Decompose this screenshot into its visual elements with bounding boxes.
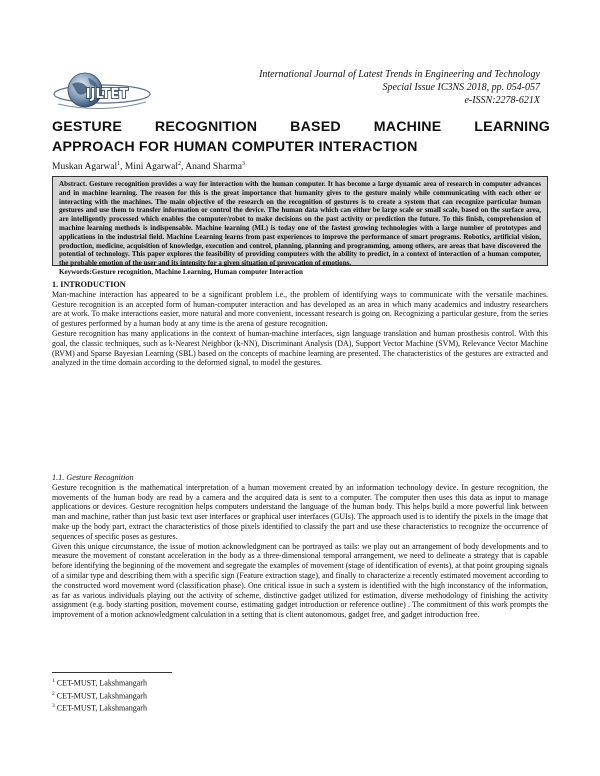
body-paragraph: Given this unique circumstance, the issue of motion acknowledgment can be portrayed as tails: we play out an arrangement of body developments and to measure the movement of constant acceleration in the body as a three-dimensional temporal arrangement, we need to delineate a strategy that is capable before identifying the beginning of the movement and segregate the examples of movement (stage of identification of events), at that point grouping signals of a similar type and describing them with a specific sign (Feature extraction stage), and finally to characterize a recently estimated movement according to the constructed word movement word (classification phase). One critical issue in such a system is identified with the high inconstancy of the information, as far as various individuals playing out the activity of scheme, distinctive gadget utilized for estimation, diverse methodology of finishing the activity assignment (e.g. body starting position, movement course, estimating gadget introduction or reference outline) . The commitment of this work prompts the improvement of a motion acknowledgment calculation in a setting that is client autonomous, gadget free, and gadget introduction free.	[52, 541, 548, 620]
gesture-recognition-section	[52, 473, 548, 620]
journal-issue: Special Issue IC3NS 2018, pp. 054-057	[382, 82, 540, 93]
subsection-heading: 1.1. Gesture Recognition	[52, 473, 134, 482]
footnote	[52, 676, 147, 689]
footnote	[52, 689, 147, 702]
footnote-text: CET-MUST, Lakshmangarh	[56, 678, 147, 688]
abstract-box	[52, 176, 548, 276]
title-line-2: APPROACH FOR HUMAN COMPUTER INTERACTION	[52, 139, 418, 155]
keywords: Keywords:Gesture recognition, Machine Learning, Human computer Interaction	[59, 267, 303, 276]
abstract-text: Abstract. Gesture recognition provides a way for interaction with the human computer. It has become a large dynamic area of research in computer advances and in machine learning. The reason for this is the great importance that humanity gives to the gesture mainly while communicating with each other or interacting with the machines. The main objective of the research on the recognition of gestures is to create a system that can recognize particular human gestures and use them to transfer information or control the device. The human data which can either be large scale or small scale, based on the surface area, are intelligently processed which enables the computer/robot to make decisions on the past activity or prediction the future. To this finish, comprehension of machine learning methods is indispensable. Machine learning (ML) is today one of the fastest growing technologies with a large number of prototypes and applications in the industrial field. Machine Learning learns from past experiences to improve the performance of smart programs. Robotics, artificial vision, production, medicine, acquisition of knowledge, execution and control, planning, planning and programming, among others, are areas that have discovered the potential of technology. This paper explores the feasibility of providing computers with the ability to predict, in a context of interaction of a human computer, the probable emotion of the user and its intensity for a given situation of provocation of emotions.	[59, 180, 541, 268]
journal-issn: e-ISSN:2278-621X	[464, 95, 540, 106]
author-mark: 1	[117, 161, 121, 167]
footnote-mark: 2	[52, 690, 55, 697]
footnotes	[52, 676, 147, 714]
footnote-text: CET-MUST, Lakshmangarh	[56, 703, 147, 713]
section-heading: 1. INTRODUCTION	[52, 280, 126, 289]
author-name: Muskan Agarwal	[52, 162, 118, 173]
journal-info	[180, 68, 540, 107]
body-paragraph: Gesture recognition is the mathematical interpretation of a human movement created by an information technology device. In gesture recognition, the movements of the human body are read by a camera and the acquired data is sent to a computer. The computer then uses this data as input to manage applications or devices. Gesture recognition helps computers understand the language of the human body. This helps build a more powerful link between man and machine, rather than just basic text user interfaces or graphical user interfaces (GUIs). The approach used is to identify the pixels in the image that make up the body part, extract the characteristics of those pixels identified to classify the part and use these characteristics to recognize the occurrence of sequences of specific poses as gestures.	[52, 482, 548, 541]
footnote-mark: 1	[52, 678, 55, 684]
footnote-mark: 3	[52, 703, 55, 710]
footnote-text: CET-MUST, Lakshmangarh	[56, 691, 147, 701]
author-list: Muskan Agarwal$^1$, Mini Agarwal$^2$, Anand Sharma$^3$	[52, 161, 245, 173]
footnote	[52, 701, 147, 714]
body-paragraph: Gesture recognition has many applications in the context of human-machine interfaces, sign language translation and human prosthesis control. With this goal, the classic techniques, such as k-Nearest Neighbor (k-NN), Discriminant Analysis (DA), Support Vector Machine (SVM), Relevance Vector Machine (RVM) and Sparse Bayesian Learning (SBL) based on the concepts of machine learning are presented. The characteristics of the gestures are extracted and analyzed in the time domain according to the deformed signal, to model the gestures.	[52, 328, 548, 368]
body-paragraph: Man-machine interaction has appeared to be a significant problem i.e., the problem of identifying ways to communicate with the versatile machines. Gesture recognition is an accepted form of human-computer interaction and has developed as an area in which many academics and industry researchers are at work. To make interactions easier, more natural and more convenient, incessant research is going on. Recognizing a particular gesture, from the series of gestures performed by a human body at any time is the arena of gesture recognition.	[52, 289, 548, 329]
author-name: Mini Agarwal	[124, 162, 178, 173]
logo-lettering: IJLTET	[85, 87, 129, 102]
journal-logo	[52, 66, 152, 116]
journal-name: International Journal of Latest Trends in Engineering and Technology	[259, 69, 540, 80]
footnote-divider	[52, 672, 172, 673]
paper-title	[52, 117, 550, 157]
introduction-section	[52, 280, 548, 368]
title-line-1: GESTURE RECOGNITION BASED MACHINE LEARNING	[52, 119, 550, 135]
author-mark: 2	[177, 161, 181, 167]
author-name: Anand Sharma	[185, 162, 242, 173]
author-mark: 3	[241, 161, 245, 167]
